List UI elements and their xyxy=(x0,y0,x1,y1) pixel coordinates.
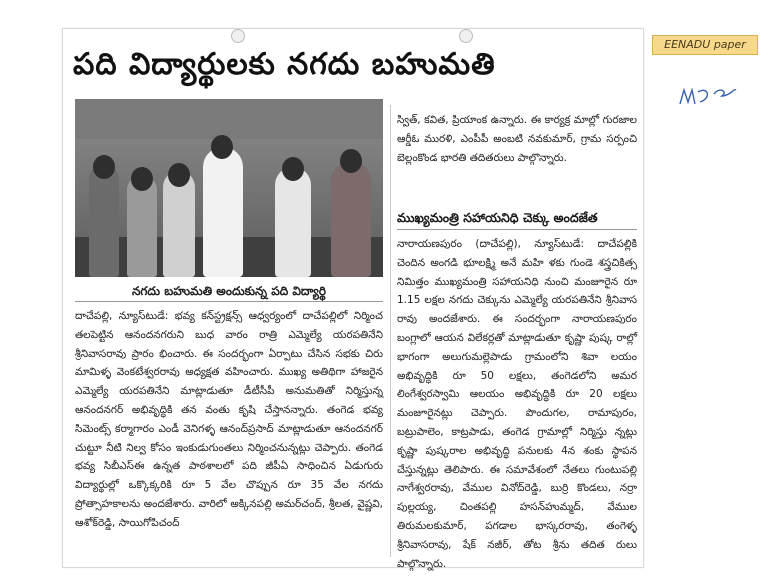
photo-person-head xyxy=(282,157,304,181)
photo-person xyxy=(331,161,371,277)
photo-person xyxy=(89,165,119,277)
photo-person-head xyxy=(168,163,190,187)
article-continued-text: స్విత్, కవిత, ప్రియాంక ఉన్నారు. ఈ కార్యక్ర మాల్లో గురజాల ఆర్డీఓ మురళి, ఎంపీపీ అంబటి నవకుమార్, గ్రామ సర్పంచి బెల్లంకొండ భారతి తదితరులు పాల్గొన్నారు. xyxy=(397,114,637,164)
photo-person xyxy=(203,147,243,277)
news-photo xyxy=(75,99,383,277)
article-left-column: దాచేపల్లి, న్యూస్‌టుడే: భవ్య కన్‌స్ట్రక్షన్స్ ఆధ్వర్యంలో దాచేపల్లిలో నిర్మించ తలపెట్టిన ఆనందనగరుని బుధ వారం రాత్రి ఎమ్మెల్యే యరపతినేని శ్రీనివాసరావు ప్రారం భించారు. ఈ సందర్భంగా ఏర్పాటు చేసిన సభకు చిరు మామిళ్ళ వెంకటేశ్వరరావు అధ్యక్షత వహించారు. ముఖ్య అతిథిగా హాజరైన ఎమ్మెల్యే యరపతినేని మాట్లాడుతూ డీటీసీపీ అనుమతితో నిర్మిస్తున్న ఆనందనగర్ అభివృద్ధికి తన వంతు కృషి చేస్తానన్నారు. తంగెడ భవ్య సిమెంట్స్ కర్మాగారం ఎండీ వెనిగళ్ళ ఆనంద్‌ప్రసాద్ మాట్లాడుతూ ఆనందనగర్ చుట్టూ నీటి నిల్వ కోసం ఇంకుడుగుంతలు నిర్మించనున్నట్లు చెప్పారు. తంగెడ భవ్య సిబీఎస్‌ఈ ఉన్నత పాఠశాలలో పది జీపీఏ సాధించిన ఏడుగురు విద్యార్థుల్లో ఒక్కొక్కరికి రూ 5 వేల చొప్పున రూ 35 వేల నగదు ప్రోత్సాహకాలను అందజేశారు. వారిలో అక్కినపల్లి అమర్‌చంద్, శ్రీలత, వైష్ణవి, ఆశోక్‌రెడ్డి, సాయిగోపిచంద్ xyxy=(75,310,383,529)
handwritten-signature xyxy=(678,84,738,110)
photo-banner xyxy=(75,99,383,139)
photo-person-head xyxy=(93,155,115,179)
photo-person-head xyxy=(131,167,153,191)
photo-person-head xyxy=(211,135,233,159)
column-divider xyxy=(390,105,391,557)
article-subheadline: ముఖ్యమంత్రి సహాయనిధి చెక్కు అందజేత xyxy=(397,207,637,230)
photo-person-head xyxy=(340,149,362,173)
photo-person xyxy=(275,167,311,277)
newspaper-clipping xyxy=(62,28,644,568)
photo-caption: నగదు బహుమతి అందుకున్న పది విద్యార్థి xyxy=(75,281,383,302)
source-stamp: EENADU paper xyxy=(652,35,758,55)
headline: పది విద్యార్థులకు నగదు బహుమతి xyxy=(73,47,496,82)
article-right-column: నారాయణపురం (దాచేపల్లి), న్యూస్‌టుడే: దాచేపల్లికి చెందిన అంగడి భూలక్ష్మి అనే మహి ళకు గుండె శస్త్రచికిత్స నిమిత్తం ముఖ్యమంత్రి సహాయనిధి నుంచి మంజూరైన రూ 1.15 లక్షల నగదు చెక్కును ఎమ్మెల్యే యరపతినేని శ్రీనివాస రావు అందజేశారు. ఈ సందర్భంగా నారాయణపురం బంగ్లాలో ఆయన విలేకర్లతో మాట్లాడుతూ కృష్ణా పుష్క రాల్లో భాగంగా అలుగుమల్లెపాడు గ్రామంలోని శివా లయం అభివృద్ధికి రూ 50 లక్షలు, తంగెడలోని అమర లింగేశ్వరస్వామి ఆలయం అభివృద్ధికి రూ 20 లక్షలు మంజూరైనట్లు చెప్పారు. పొందుగల, రామాపురం, బట్రుపాలెం, కాట్రపాడు, తంగెడ గ్రామాల్లో నిర్మిస్తు న్నట్లు కృష్ణా పుష్కరాల అభివృద్ధి పనులకు 4న శంకు స్థాపన చేస్తున్నట్లు తెలిపారు. ఈ సమావేశంలో నేతలు గుంటుపల్లి నాగేశ్వరరావు, వేముల వినోద్‌రెడ్డి, బుర్రి కొండలు, నర్రా పుల్లయ్య, చింతపల్లి హసన్‌హుమ్మద్, వేముల తిరుమలకుమార్, పగడాల భాస్కరరావు, తంగెళ్ళ శ్రీనివాసరావు, షేక్ నజీర్, తోట శ్రీను తదిత రులు పాల్గొన్నారు. xyxy=(397,238,637,570)
